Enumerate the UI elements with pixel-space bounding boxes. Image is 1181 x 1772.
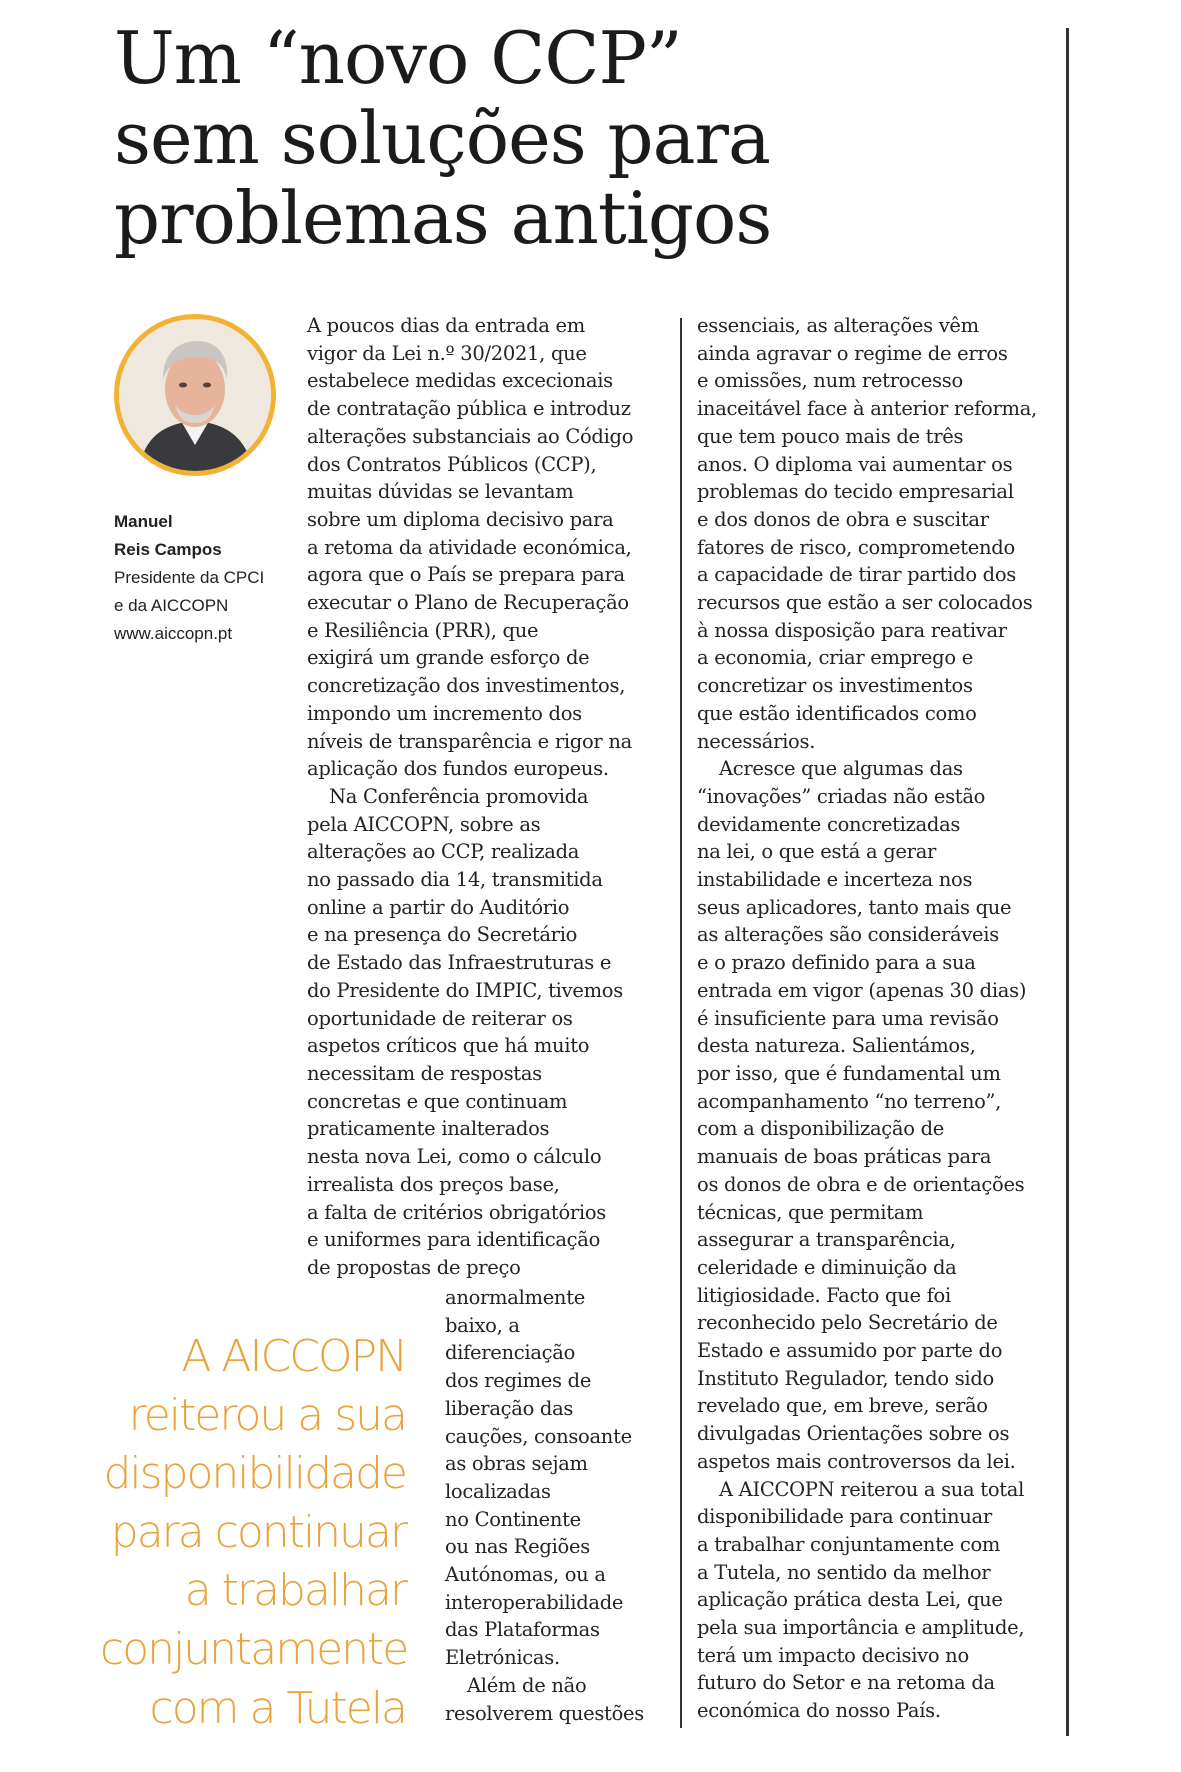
text-line: Autónomas, ou a <box>445 1563 606 1587</box>
text-line: vigor da Lei n.º 30/2021, que <box>307 341 587 365</box>
text-line: muitas dúvidas se levantam <box>307 480 574 504</box>
author-byline <box>114 508 274 648</box>
text-line: estabelece medidas excecionais <box>307 369 613 393</box>
text-line: entrada em vigor (apenas 30 dias) <box>697 978 1027 1002</box>
pull-quote-line: disponibilidade <box>103 1448 406 1500</box>
text-line: a capacidade de tirar partido dos <box>697 563 1016 587</box>
pull-quote-line: A AICCOPN <box>181 1331 406 1382</box>
text-line: que estão identificados como <box>697 701 977 725</box>
text-line: dos regimes de <box>445 1369 592 1393</box>
text-line: nesta nova Lei, como o cálculo <box>307 1145 602 1169</box>
text-line: à nossa disposição para reativar <box>697 618 1007 642</box>
text-line: que tem pouco mais de três <box>697 424 964 448</box>
text-line: desta natureza. Salientámos, <box>697 1034 976 1058</box>
text-line: litigiosidade. Facto que foi <box>697 1283 951 1307</box>
text-line: alterações ao CCP, realizada <box>307 840 580 864</box>
text-line: essenciais, as alterações vêm <box>697 314 979 337</box>
text-line: acompanhamento “no terreno”, <box>697 1089 1002 1113</box>
text-line: impondo um incremento dos <box>307 701 582 725</box>
text-line: a falta de critérios obrigatórios <box>307 1200 607 1224</box>
text-line: ainda agravar o regime de erros <box>697 341 1008 365</box>
pull-quote-line: reiterou a sua <box>128 1389 406 1441</box>
text-line: das Plataformas <box>445 1618 600 1642</box>
author-role: e da AICCOPN <box>114 596 229 615</box>
text-line: divulgadas Orientações sobre os <box>697 1422 1010 1446</box>
text-line: e Resiliência (PRR), que <box>307 618 539 642</box>
text-line: disponibilidade para continuar <box>697 1505 992 1529</box>
text-line: oportunidade de reiterar os <box>307 1006 573 1030</box>
text-line: de Estado das Infraestruturas e <box>307 951 612 975</box>
text-line: e dos donos de obra e suscitar <box>697 507 989 531</box>
text-line: aspetos mais controversos da lei. <box>697 1449 1016 1473</box>
text-line: sobre um diploma decisivo para <box>307 507 614 531</box>
text-line: económica do nosso País. <box>697 1699 941 1723</box>
text-line: celeridade e diminuição da <box>697 1255 957 1279</box>
text-line: diferenciação <box>445 1341 576 1365</box>
text-line: na lei, o que está a gerar <box>697 840 937 864</box>
text-line: aplicação dos fundos europeus. <box>307 757 609 781</box>
text-line: necessários. <box>697 729 816 753</box>
text-line: irrealista dos preços base, <box>307 1172 560 1196</box>
text-line: técnicas, que permitam <box>697 1200 924 1224</box>
text-line: e na presença do Secretário <box>307 923 578 947</box>
column-divider <box>680 318 682 1728</box>
headline-line: problemas antigos <box>114 176 772 260</box>
text-line: a trabalhar conjuntamente com <box>697 1532 1001 1556</box>
pull-quote-line: a trabalhar <box>184 1565 406 1617</box>
text-line: concretização dos investimentos, <box>307 674 626 698</box>
text-line: de contratação pública e introduz <box>307 397 631 421</box>
text-line: Eletrónicas. <box>445 1646 560 1670</box>
text-line: A poucos dias da entrada em <box>307 314 585 337</box>
text-line: interoperabilidade <box>445 1590 624 1614</box>
text-line: necessitam de respostas <box>307 1061 542 1085</box>
article-column-1-continued <box>445 1284 644 1727</box>
text-line: agora que o País se prepara para <box>307 563 625 587</box>
text-line: seus aplicadores, tanto mais que <box>697 895 1012 919</box>
text-line: pela sua importância e amplitude, <box>697 1616 1025 1640</box>
text-line: alterações substanciais ao Código <box>307 424 634 448</box>
text-line: e o prazo definido para a sua <box>697 951 976 975</box>
text-line: assegurar a transparência, <box>697 1228 956 1252</box>
text-line: futuro do Setor e na retoma da <box>697 1671 995 1695</box>
text-line: e omissões, num retrocesso <box>697 369 963 393</box>
text-line: inaceitável face à anterior reforma, <box>697 397 1037 421</box>
text-line: anos. O diploma vai aumentar os <box>697 452 1013 476</box>
text-line: terá um impacto decisivo no <box>697 1643 969 1667</box>
text-line: cauções, consoante <box>445 1424 632 1448</box>
text-line: revelado que, em breve, serão <box>697 1394 988 1418</box>
author-avatar <box>114 314 276 476</box>
pull-quote-line: conjuntamente <box>100 1623 408 1675</box>
text-line: executar o Plano de Recuperação <box>307 591 629 615</box>
author-website: www.aiccopn.pt <box>114 624 233 643</box>
text-line: Estado e assumido por parte do <box>697 1339 1003 1363</box>
text-line: A AICCOPN reiterou a sua total <box>719 1477 1025 1501</box>
article-column-1 <box>307 312 633 1282</box>
text-line: pela AICCOPN, sobre as <box>307 812 541 836</box>
right-column-rule <box>1066 28 1069 1736</box>
text-line: anormalmente <box>445 1286 585 1309</box>
text-line: praticamente inalterados <box>307 1117 550 1141</box>
text-line: Acresce que algumas das <box>719 757 963 781</box>
text-line: localizadas <box>445 1479 551 1503</box>
text-line: baixo, a <box>445 1313 520 1337</box>
text-line: é insuficiente para uma revisão <box>697 1006 999 1030</box>
text-line: reconhecido pelo Secretário de <box>697 1311 998 1335</box>
text-line: a Tutela, no sentido da melhor <box>697 1560 991 1584</box>
text-line: a retoma da atividade económica, <box>307 535 632 559</box>
text-line: manuais de boas práticas para <box>697 1145 992 1169</box>
text-line: Além de não <box>467 1673 587 1697</box>
text-line: fatores de risco, comprometendo <box>697 535 1015 559</box>
author-name: Reis Campos <box>114 540 222 559</box>
text-line: aplicação prática desta Lei, que <box>697 1588 1003 1612</box>
text-line: devidamente concretizadas <box>697 812 961 836</box>
headline-line: sem soluções para <box>114 96 770 180</box>
text-line: problemas do tecido empresarial <box>697 480 1014 504</box>
text-line: online a partir do Auditório <box>307 895 570 919</box>
headline-line: Um “novo CCP” <box>114 16 682 100</box>
text-line: exigirá um grande esforço de <box>307 646 590 670</box>
text-line: as obras sejam <box>445 1452 588 1476</box>
pull-quote-line: com a Tutela <box>149 1682 406 1734</box>
text-line: Na Conferência promovida <box>329 784 589 808</box>
text-line: concretizar os investimentos <box>697 674 973 698</box>
pull-quote-line: para continuar <box>110 1506 406 1558</box>
article-column-2 <box>697 312 1037 1725</box>
text-line: aspetos críticos que há muito <box>307 1034 590 1058</box>
text-line: com a disponibilização de <box>697 1117 945 1141</box>
text-line: no passado dia 14, transmitida <box>307 868 603 892</box>
text-line: níveis de transparência e rigor na <box>307 729 632 753</box>
text-line: resolverem questões <box>445 1701 644 1725</box>
article-headline <box>114 18 1014 258</box>
text-line: dos Contratos Públicos (CCP), <box>307 452 597 476</box>
author-role: Presidente da CPCI <box>114 568 265 587</box>
text-line: liberação das <box>445 1396 574 1420</box>
text-line: a economia, criar emprego e <box>697 646 973 670</box>
text-line: os donos de obra e de orientações <box>697 1172 1025 1196</box>
text-line: Instituto Regulador, tendo sido <box>697 1366 994 1390</box>
pull-quote <box>100 1328 406 1738</box>
text-line: e uniformes para identificação <box>307 1228 601 1252</box>
author-name: Manuel <box>114 512 173 531</box>
text-line: recursos que estão a ser colocados <box>697 591 1033 615</box>
text-line: ou nas Regiões <box>445 1535 590 1559</box>
text-line: concretas e que continuam <box>307 1089 568 1113</box>
author-portrait-icon <box>119 319 271 471</box>
text-line: por isso, que é fundamental um <box>697 1061 1001 1085</box>
text-line: “inovações” criadas não estão <box>697 784 986 808</box>
text-line: de propostas de preço <box>307 1255 521 1279</box>
text-line: do Presidente do IMPIC, tivemos <box>307 978 623 1002</box>
text-line: instabilidade e incerteza nos <box>697 868 973 892</box>
text-line: as alterações são consideráveis <box>697 923 999 947</box>
text-line: no Continente <box>445 1507 581 1531</box>
